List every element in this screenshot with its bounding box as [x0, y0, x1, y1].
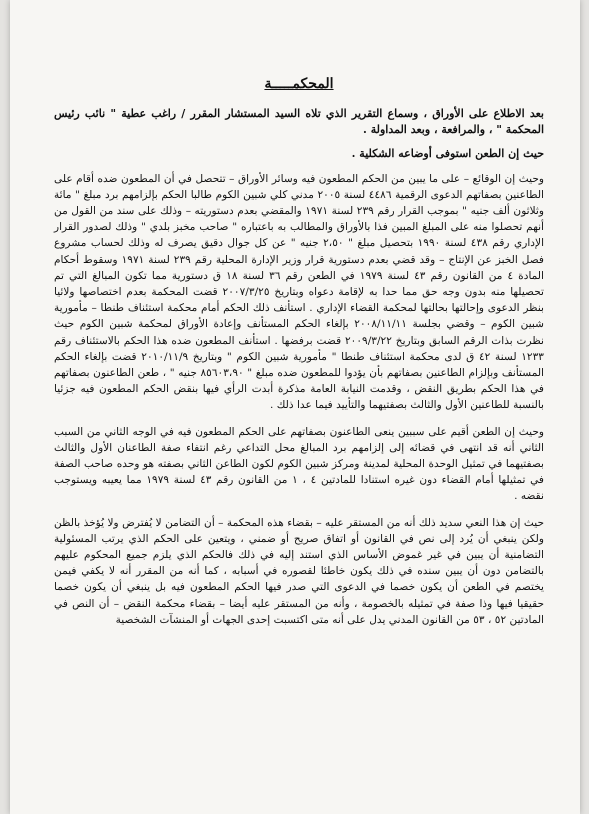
intro-paragraph: بعد الاطلاع على الأوراق ، وسماع التقرير الذي تلاه السيد المستشار المقرر / راغب عطية " نائب رئيس المحكمة " ، والمرافعة ، وبعد المداولة . [54, 107, 544, 137]
document-page [10, 0, 580, 814]
document-title: المحكمـــــة [264, 76, 334, 92]
grounds-paragraph: وحيث إن الطعن أقيم على سببين ينعى الطاعنون بصفاتهم على الحكم المطعون فيه في الوجه الثاني من السبب الثاني أنه قد انتهى في قضائه إلى إلزامهم برد المبالغ محل التداعي رغم انتفاء صفة الطاعنان الأول والثالث بصفتيهما في تمثيل الوحدة المحلية لمدينة ومركز شبين الكوم لكون الطاعن الثاني بصفته هو وحده صاحب الصفة في تمثيلها أمام القضاء دون غيره استنادا للمادتين ٤ ، ١ من القانون رقم ٤٣ لسنة ١٩٧٩ مما يعيبه ويستوجب نقضه . [54, 425, 544, 503]
facts-paragraph: وحيث إن الوقائع – على ما يبين من الحكم المطعون فيه وسائر الأوراق – تتحصل في أن المطعون ضده أقام على الطاعنين بصفاتهم الدعوى الرقمية ٤٤٨٦ لسنة ٢٠٠٥ مدني كلي شبين الكوم طالبا الحكم بإلزامهم برد مبلغ " مائة وثلاثون ألف جنيه " بموجب القرار رقم ٢٣٩ لسنة ١٩٧١ والمقضي بعدم دستوريته – وذلك على سند من القول من أنهم تحصلوا منه على المبلغ المبين فذا بالأوراق والمطالب به باعتباره " صاحب مخبز بلدي " وذلك لصدور القرار الإداري رقم ٤٣٨ لسنة ١٩٩٠ بتحصيل مبلغ " ٢،٥٠ جنيه " عن كل جوال دقيق يصرف له وذلك لحساب مشروع فصل الخبز عن الإنتاج – وقد قضي بعدم دستورية قرار وزير الإدارة المحلية رقم ٢٣٩ لسنة ١٩٧١ وسقوط أحكام المادة ٤ من القانون رقم ٤٣ لسنة ١٩٧٩ في الطعن رقم ٣٦ لسنة ١٨ ق دستورية مما تكون المبالغ التي تم تحصيلها منه بدون وجه حق مما حدا به لإقامة دعواه وبتاريخ ٢٠٠٧/٣/٢٥ قضت المحكمة بعدم اختصاصها ولائيا بنظر الدعوى وإحالتها بحالتها لمحكمة القضاء الإداري . استأنف ذلك الحكم أمام محكمة استئناف طنطا – مأمورية شبين الكوم – وقضي بجلسة ٢٠٠٨/١١/١١ بإلغاء الحكم المستأنف وإعادة الأوراق لمحكمة شبين الكوم حيث نظرت بذات الرقم السابق وبتاريخ ٢٠٠٩/٣/٢٢ قضت برفضها . استأنف المطعون ضده هذا الحكم بالاستئناف رقم ١٢٣٣ لسنة ٤٢ ق لدى محكمة استئناف طنطا " مأمورية شبين الكوم " وبتاريخ ٢٠١٠/١١/٩ قضت بإلغاء الحكم المستأنف وبإلزام الطاعنين بصفاتهم بأن يؤدوا للمطعون ضده مبلغ " ٨٥٦٠٣،٩٠ جنيه " ، طعن الطاعنون بصفاتهم في هذا الحكم بطريق النقض ، وقدمت النيابة العامة مذكرة أبدت الرأي فيها بنقض الحكم المطعون فيه جزئيا بالنسبة للطاعنين الأول والثالث بصفتيهما والتأييد فيما عدا ذلك . [54, 172, 545, 412]
ruling-paragraph: حيث إن هذا النعي سديد ذلك أنه من المستقر عليه – بقضاء هذه المحكمة – أن التضامن لا يُفترض ولا يُؤخذ بالظن ولكن ينبغي أن يُرد إلى نص في القانون أو اتفاق صريح أو ضمني ، ويتعين على الحكم الذي يرتب المسئولية التضامنية أن يبين في غير غموض الأساس الذي استند إليه في ذلك فالحكم الذي يلزم جميع المحكوم عليهم بالتضامن دون أن يبين سنده في ذلك يكون خاطئا لقصوره في أسبابه ، كما أنه من المقرر أنه لا يكفي فيمن يختصم في الطعن أن يكون خصما في الدعوى التي صدر فيها الحكم المطعون فيه بل ينبغي أن يكون خصما حقيقيا فيها وذا صفة في تمثيله بالخصومة ، وأنه من المستقر عليه أيضا – بقضاء محكمة النقض – أن النص في المادتين ٥٢ ، ٥٣ من القانون المدني يدل على أنه متى اكتسبت إحدى الجهات أو المنشآت الشخصية [54, 516, 544, 626]
formal-acceptance-paragraph: حيث إن الطعن استوفى أوضاعه الشكلية . [351, 147, 544, 161]
document-body [54, 76, 544, 638]
